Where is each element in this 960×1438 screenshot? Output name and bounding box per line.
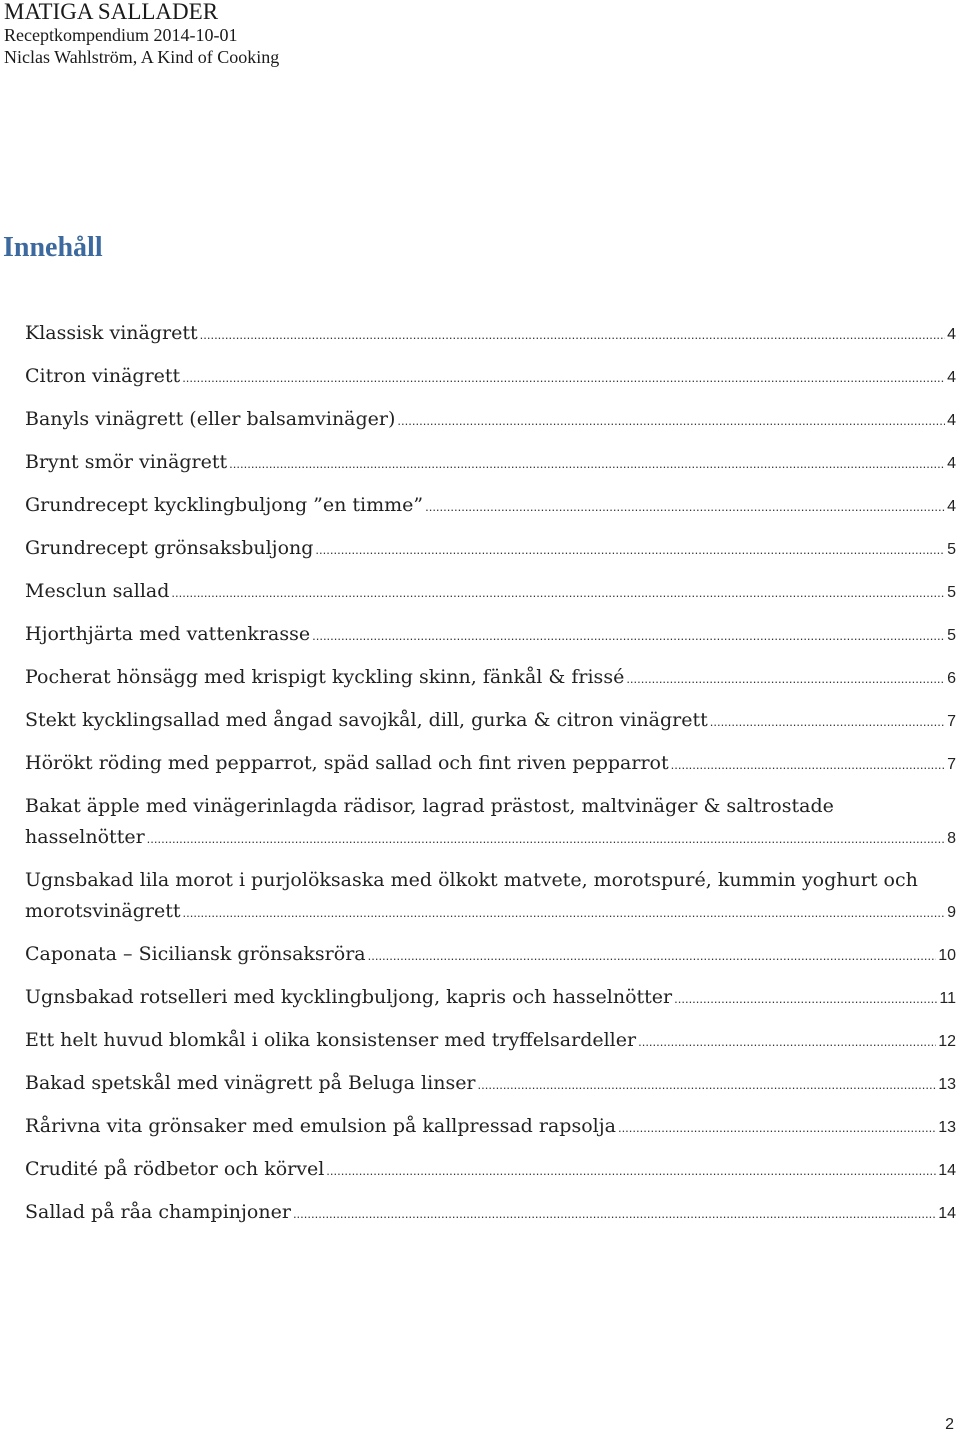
toc-entry-title: Hörökt röding med pepparrot, späd sallad och fint riven pepparrot (25, 752, 669, 774)
toc-entry[interactable] (25, 1111, 956, 1143)
toc-entry-page: 14 (938, 1162, 956, 1179)
toc-entry-title: Klassisk vinägrett (25, 322, 198, 344)
toc-entry-title: Grundrecept grönsaksbuljong (25, 537, 314, 559)
toc-entry-title: Crudité på rödbetor och körvel (25, 1158, 325, 1180)
toc-dot-leader (618, 1112, 936, 1143)
toc-entry[interactable] (25, 705, 956, 737)
toc-entry-title: Ugnsbakad rotselleri med kycklingbuljong, kapris och hasselnötter (25, 986, 673, 1008)
toc-entry[interactable] (25, 939, 956, 971)
toc-dot-leader (326, 1155, 936, 1186)
toc-entry-title-continued: morotsvinägrett (25, 900, 181, 922)
toc-dot-leader (368, 940, 937, 971)
toc-entry-title: Bakat äpple med vinägerinlagda rädisor, lagrad prästost, maltvinäger & saltrostade (25, 795, 834, 817)
toc-entry-page: 9 (947, 904, 956, 921)
toc-dot-leader (182, 362, 945, 393)
toc-entry[interactable] (25, 982, 956, 1014)
toc-entry-title: Sallad på råa champinjoner (25, 1201, 291, 1223)
toc-entry-title: Hjorthjärta med vattenkrasse (25, 623, 311, 645)
toc-entry-page: 11 (939, 990, 956, 1007)
toc-entry[interactable] (25, 1068, 956, 1100)
toc-entry[interactable] (25, 576, 956, 608)
toc-entry[interactable] (25, 1025, 956, 1057)
toc-dot-leader (478, 1069, 937, 1100)
toc-dot-leader (147, 823, 945, 854)
toc-entry-page: 10 (938, 947, 956, 964)
toc-entry-title: Pocherat hönsägg med krispigt kyckling skinn, fänkål & frissé (25, 666, 625, 688)
toc-entry[interactable] (25, 1197, 956, 1229)
toc-dot-leader (315, 534, 945, 565)
toc-entry-page: 5 (947, 584, 956, 601)
document-title: MATIGA SALLADER (4, 0, 219, 24)
document-header (4, 0, 279, 68)
toc-entry-title: Ugnsbakad lila morot i purjolöksaska med ölkokt matvete, morotspuré, kummin yoghurt och (25, 869, 918, 891)
toc-entry-page: 8 (947, 830, 956, 847)
toc-entry[interactable] (25, 404, 956, 436)
toc-heading: Innehåll (3, 232, 103, 263)
toc-entry[interactable] (25, 318, 956, 350)
toc-entry-page: 14 (938, 1205, 956, 1222)
toc-entry-page: 4 (947, 326, 956, 343)
toc-entry[interactable] (25, 791, 956, 854)
toc-dot-leader (183, 897, 946, 928)
toc-entry[interactable] (25, 865, 956, 928)
toc-dot-leader (397, 405, 945, 436)
toc-entry[interactable] (25, 619, 956, 651)
toc-entry-title: Rårivna vita grönsaker med emulsion på kallpressad rapsolja (25, 1115, 616, 1137)
page-number: 2 (945, 1416, 954, 1433)
table-of-contents (25, 318, 956, 1240)
toc-entry-page: 5 (947, 627, 956, 644)
toc-entry-title-continued: hasselnötter (25, 826, 145, 848)
toc-entry[interactable] (25, 748, 956, 780)
toc-entry[interactable] (25, 490, 956, 522)
toc-entry-page: 7 (947, 713, 956, 730)
toc-entry-page: 12 (938, 1033, 956, 1050)
toc-entry-title: Brynt smör vinägrett (25, 451, 228, 473)
toc-dot-leader (674, 983, 937, 1014)
toc-dot-leader (171, 577, 945, 608)
toc-entry[interactable] (25, 662, 956, 694)
toc-dot-leader (638, 1026, 936, 1057)
toc-entry-page: 6 (947, 670, 956, 687)
toc-entry-title: Mesclun sallad (25, 580, 170, 602)
toc-entry[interactable] (25, 361, 956, 393)
toc-entry-page: 4 (947, 412, 956, 429)
toc-dot-leader (710, 706, 945, 737)
toc-entry-page: 7 (947, 756, 956, 773)
toc-dot-leader (425, 491, 945, 522)
toc-entry-page: 13 (938, 1076, 956, 1093)
toc-dot-leader (293, 1198, 936, 1229)
toc-entry-page: 5 (947, 541, 956, 558)
toc-entry-page: 4 (947, 498, 956, 515)
toc-dot-leader (626, 663, 945, 694)
toc-dot-leader (312, 620, 945, 651)
toc-entry-page: 4 (947, 369, 956, 386)
toc-entry-title: Ett helt huvud blomkål i olika konsistenser med tryffelsardeller (25, 1029, 637, 1051)
toc-entry-title: Grundrecept kycklingbuljong ”en timme” (25, 494, 424, 516)
document-author: Niclas Wahlström, A Kind of Cooking (4, 47, 280, 67)
toc-dot-leader (671, 749, 945, 780)
toc-entry[interactable] (25, 447, 956, 479)
document-subtitle: Receptkompendium 2014-10-01 (4, 25, 238, 45)
toc-entry[interactable] (25, 533, 956, 565)
toc-entry-page: 13 (938, 1119, 956, 1136)
toc-entry-title: Bakad spetskål med vinägrett på Beluga linser (25, 1072, 476, 1094)
toc-entry-title: Citron vinägrett (25, 365, 181, 387)
toc-dot-leader (200, 319, 945, 350)
toc-entry-title: Caponata – Siciliansk grönsaksröra (25, 943, 366, 965)
toc-dot-leader (229, 448, 945, 479)
toc-entry-page: 4 (947, 455, 956, 472)
toc-entry[interactable] (25, 1154, 956, 1186)
toc-entry-title: Banyls vinägrett (eller balsamvinäger) (25, 408, 396, 430)
toc-entry-title: Stekt kycklingsallad med ångad savojkål, dill, gurka & citron vinägrett (25, 709, 708, 731)
